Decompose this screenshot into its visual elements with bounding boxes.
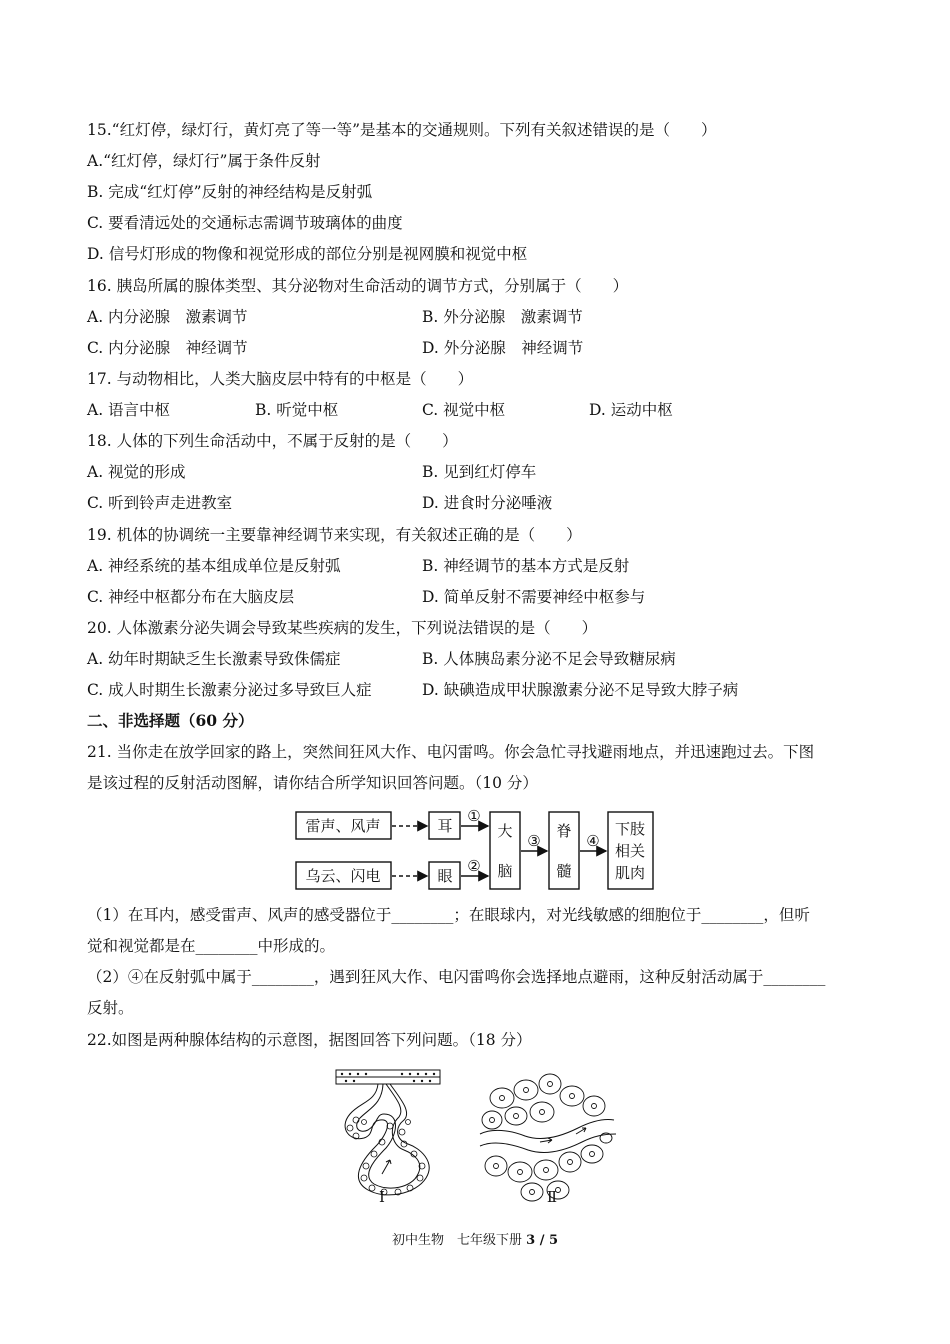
- q16-option-d: D. 外分泌腺 神经调节: [422, 339, 584, 357]
- page-footer: [0, 1232, 950, 1250]
- q21-sub1-line1: （1）在耳内，感受雷声、风声的感受器位于________；在眼球内，对光线敏感的细胞位于________，但听: [87, 906, 810, 924]
- q20-stem: 20. 人体激素分泌失调会导致某些疾病的发生，下列说法错误的是（ ）: [87, 619, 598, 637]
- ear-label: 耳: [437, 817, 453, 835]
- q19-stem: 19. 机体的协调统一主要靠神经调节来实现，有关叙述正确的是（ ）: [87, 526, 582, 544]
- q18-stem: 18. 人体的下列生命活动中，不属于反射的是（ ）: [87, 432, 458, 450]
- q16-option-b: B. 外分泌腺 激素调节: [422, 308, 583, 326]
- q18-option-b: B. 见到红灯停车: [422, 463, 537, 481]
- q19-option-b: B. 神经调节的基本方式是反射: [422, 557, 630, 575]
- spine-label-1: 脊: [556, 822, 572, 840]
- q18-option-a: A. 视觉的形成: [87, 463, 186, 481]
- input-sight-label: 乌云、闪电: [305, 867, 381, 885]
- exocrine-gland-figure: [336, 1070, 440, 1195]
- marker-2: ②: [467, 857, 481, 875]
- q17-option-d: D. 运动中枢: [589, 401, 673, 419]
- q16-option-c: C. 内分泌腺 神经调节: [87, 339, 248, 357]
- q20-option-a: A. 幼年时期缺乏生长激素导致侏儒症: [87, 650, 341, 668]
- figure-label-i: Ⅰ: [379, 1188, 385, 1206]
- q17-option-c: C. 视觉中枢: [422, 401, 506, 419]
- q15-option-b: B. 完成“红灯停”反射的神经结构是反射弧: [87, 183, 373, 201]
- q16-option-a: A. 内分泌腺 激素调节: [87, 308, 248, 326]
- q17-option-a: A. 语言中枢: [87, 401, 171, 419]
- page-number: 3 / 5: [526, 1233, 559, 1248]
- q18-option-c: C. 听到铃声走进教室: [87, 494, 233, 512]
- q15-option-c: C. 要看清远处的交通标志需调节玻璃体的曲度: [87, 214, 403, 232]
- endocrine-gland-figure: [480, 1074, 616, 1201]
- q21-sub2-line2: 反射。: [87, 999, 134, 1017]
- gland-diagram: [320, 1062, 620, 1207]
- q19-option-a: A. 神经系统的基本组成单位是反射弧: [87, 557, 341, 575]
- brain-label-1: 大: [497, 822, 513, 840]
- q20-option-d: D. 缺碘造成甲状腺激素分泌不足导致大脖子病: [422, 681, 739, 699]
- figure-label-ii: Ⅱ: [546, 1188, 558, 1206]
- q21-stem-line2: 是该过程的反射活动图解，请你结合所学知识回答问题。（10 分）: [87, 774, 538, 792]
- brain-label-2: 脑: [497, 862, 513, 880]
- q21-sub1-line2: 觉和视觉都是在________中形成的。: [87, 937, 336, 955]
- muscle-label-3: 肌肉: [614, 864, 646, 882]
- eye-label: 眼: [437, 867, 453, 885]
- q15-option-a: A.“红灯停，绿灯行”属于条件反射: [87, 152, 321, 170]
- input-sound-label: 雷声、风声: [305, 817, 381, 835]
- q18-option-d: D. 进食时分泌唾液: [422, 494, 553, 512]
- q21-sub2-line1: （2）④在反射弧中属于________，遇到狂风大作、电闪雷鸣你会选择地点避雨，这种反射活动属于________: [87, 968, 826, 986]
- marker-1: ①: [467, 807, 481, 825]
- q20-option-b: B. 人体胰岛素分泌不足会导致糖尿病: [422, 650, 676, 668]
- section-heading: 二、非选择题（60 分）: [87, 711, 254, 730]
- q15-stem: 15.“红灯停，绿灯行，黄灯亮了等一等”是基本的交通规则。下列有关叙述错误的是（ ）: [87, 121, 717, 139]
- muscle-label-1: 下肢: [614, 820, 646, 838]
- q20-option-c: C. 成人时期生长激素分泌过多导致巨人症: [87, 681, 372, 699]
- q17-option-b: B. 听觉中枢: [255, 401, 339, 419]
- marker-4: ④: [586, 832, 600, 850]
- q16-stem: 16. 胰岛所属的腺体类型、其分泌物对生命活动的调节方式，分别属于（ ）: [87, 277, 629, 295]
- spine-label-2: 髓: [556, 862, 572, 880]
- muscle-label-2: 相关: [614, 842, 646, 860]
- footer-title: 初中生物 七年级下册: [391, 1233, 522, 1248]
- q21-stem-line1: 21. 当你走在放学回家的路上，突然间狂风大作、电闪雷鸣。你会急忙寻找避雨地点，并迅速跑过去。下图: [87, 743, 815, 761]
- q15-option-d: D. 信号灯形成的物像和视觉形成的部位分别是视网膜和视觉中枢: [87, 245, 528, 263]
- q17-stem: 17. 与动物相比，人类大脑皮层中特有的中枢是（ ）: [87, 370, 474, 388]
- marker-3: ③: [527, 832, 541, 850]
- q19-option-d: D. 简单反射不需要神经中枢参与: [422, 588, 646, 606]
- q19-option-c: C. 神经中枢都分布在大脑皮层: [87, 588, 295, 606]
- q22-stem: 22.如图是两种腺体结构的示意图，据图回答下列问题。（18 分）: [87, 1031, 532, 1049]
